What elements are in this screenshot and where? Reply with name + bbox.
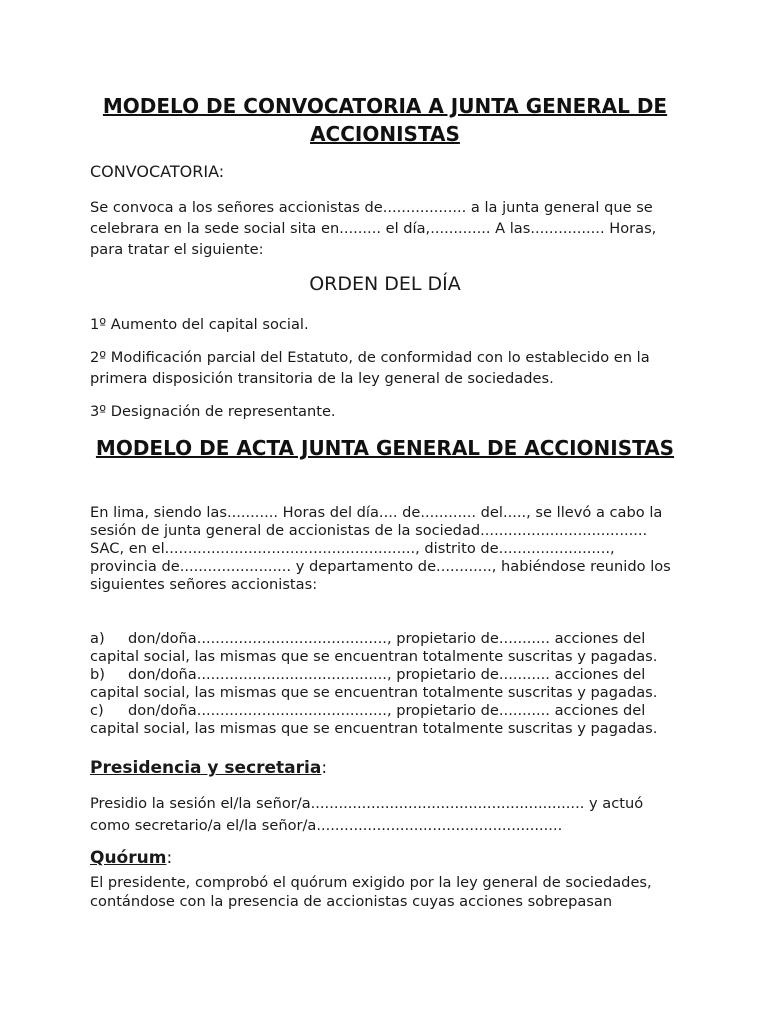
heading-colon: : [321, 758, 328, 778]
quorum-heading-text: Quórum [90, 848, 167, 868]
presidencia-paragraph: Presidio la sesión el/la señor/a........................................................... y actuó como secretario/a el/la señor/a..................................................... [90, 795, 644, 834]
accionista-item [90, 702, 680, 738]
convocatoria-paragraph: Se convoca a los señores accionistas de.................. a la junta general que se celebrara en la sede social sita en......... el día,............. A las................ Horas, para tratar el siguiente: [90, 199, 657, 258]
quorum-heading [90, 848, 172, 868]
convocatoria-title: MODELO DE CONVOCATORIA A JUNTA GENERAL DE ACCIONISTAS [102, 94, 668, 146]
orden-item: 2º Modificación parcial del Estatuto, de conformidad con lo establecido en la primera disposición transitoria de la ley general de sociedades. [90, 349, 650, 387]
convocatoria-label: CONVOCATORIA: [90, 162, 225, 181]
presidencia-heading-text: Presidencia y secretaria [90, 758, 322, 778]
acta-title: MODELO DE ACTA JUNTA GENERAL DE ACCIONISTAS [95, 436, 675, 460]
orden-item: 1º Aumento del capital social. [90, 316, 309, 333]
acta-intro-paragraph: En lima, siendo las........... Horas del día.... de............ del....., se llevó a cabo la sesión de junta general de accionistas de la sociedad.................................... SAC, en el......................................................, distrito de........................, provincia de........................ y departamento de............, habiéndose reunido los siguientes señores accionistas: [90, 504, 671, 593]
accionista-text: don/doña........................................., propietario de........... acciones del capital social, las mismas que se encuentran totalmente suscritas y pagadas. [90, 702, 658, 737]
heading-colon: : [166, 848, 173, 868]
quorum-paragraph: El presidente, comprobó el quórum exigido por la ley general de sociedades, contándose con la presencia de accionistas cuyas acciones sobrepasan [90, 874, 652, 910]
accionista-text: don/doña........................................., propietario de........... acciones del capital social, las mismas que se encuentran totalmente suscritas y pagadas. [90, 666, 658, 701]
accionista-item [90, 630, 680, 666]
presidencia-heading [90, 758, 327, 778]
accionista-letter: a) [90, 630, 105, 647]
orden-del-dia-heading: ORDEN DEL DÍA [309, 273, 461, 295]
accionistas-list [90, 630, 680, 738]
orden-item: 3º Designación de representante. [90, 403, 336, 420]
accionista-letter: c) [90, 702, 104, 719]
accionista-item [90, 666, 680, 702]
accionista-text: don/doña........................................., propietario de........... acciones del capital social, las mismas que se encuentran totalmente suscritas y pagadas. [90, 630, 658, 665]
accionista-letter: b) [90, 666, 105, 683]
